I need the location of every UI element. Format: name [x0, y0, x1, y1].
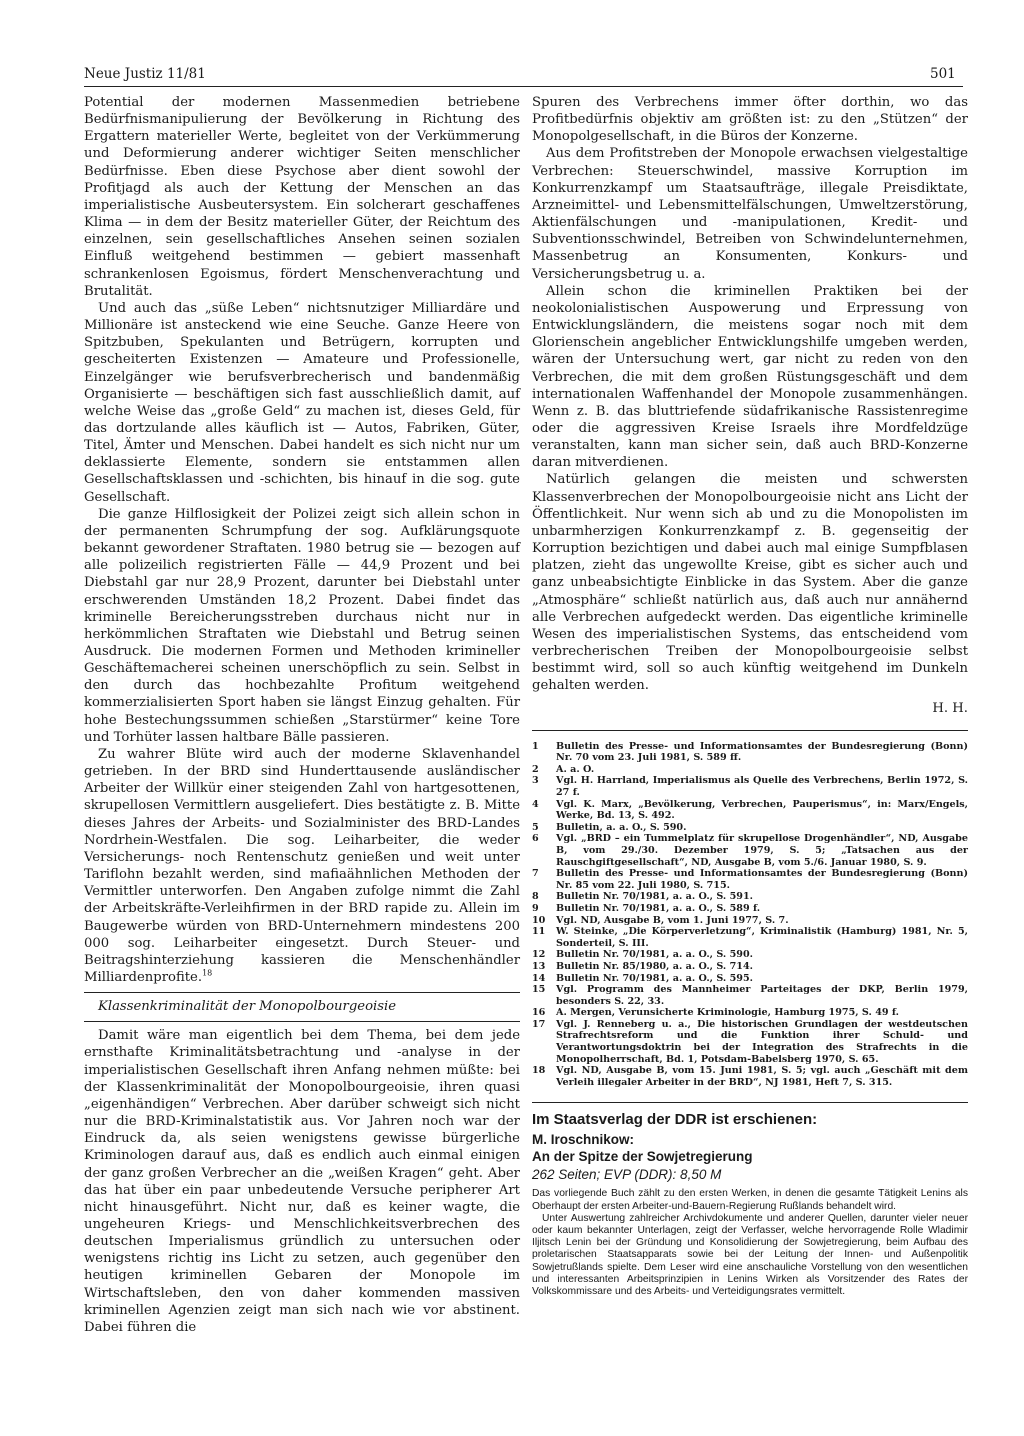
- footnote: [532, 903, 968, 915]
- ad-heading: Im Staatsverlag der DDR ist erschienen:: [532, 1111, 818, 1129]
- footnote: [532, 822, 968, 834]
- footnote: [532, 926, 968, 949]
- footnote: [532, 868, 968, 891]
- journal-header: Neue Justiz 11/81: [84, 66, 206, 82]
- footnote-text: Bulletin Nr. 70/1981, a. a. O., S. 590.: [556, 949, 753, 961]
- footnote: [532, 949, 968, 961]
- footnote-number: 5: [532, 821, 539, 833]
- footnote-number: 4: [532, 798, 539, 810]
- footnote-number: 2: [532, 763, 539, 775]
- footnote-number: 8: [532, 891, 539, 903]
- footnote-list: [532, 741, 968, 1089]
- author-signature: H. H.: [932, 701, 968, 717]
- footnote-text: Vgl. H. Harrland, Imperialismus als Quelle des Verbrechens, Berlin 1972, S. 27 f.: [556, 775, 968, 798]
- book-advertisement: [532, 1102, 968, 1298]
- section-rule-top: [84, 992, 520, 993]
- footnote-number: 12: [532, 949, 546, 961]
- body-paragraph: Damit wäre man eigentlich bei dem Thema, bei dem jede ernsthafte Kriminalitätsbetrachtung und -analyse in der imperialistischen Gesellschaft ihren Anfang nehmen müßte: bei der Klassenkriminalität der Monopolbourgeoisie, ihren quasi „eigenhändigen“ Verbrechen. Aber darüber schweigt sich nicht nur die BRD-Kriminalstatistik aus. Vor Jahren noch war der Eindruck da, als seien wenigstens gewisse bürgerliche Kriminologen darauf aus, daß es endlich auch einmal einigen der ganz großen Verbrecher an die „weißen Kragen“ geht. Aber das hat über ein paar unbedeutende Versuche peripherer Art nicht hinausgeführt. Nicht nur, daß es keiner wagte, die ungeheuren Kriegs- und Menschlichkeitsverbrechen des deutschen Imperialismus gründlich zu untersuchen oder wenigstens richtig ins Licht zu setzen, auch gegenüber den heutigen kriminellen Gebaren der Monopole im Wirtschaftsleben, den von daher kommenden massiven kriminellen Agenzien zeigt man sich nach wie vor abstinent. Dabei führen die: [84, 1028, 520, 1335]
- footnote-text: A. a. O.: [556, 763, 595, 775]
- body-paragraph: [84, 746, 520, 986]
- footnote-number: 14: [532, 972, 546, 984]
- footnote-text: Bulletin Nr. 70/1981, a. a. O., S. 595.: [556, 972, 753, 984]
- footnote-number: 17: [532, 1018, 546, 1030]
- footnote-text: Bulletin des Presse- und Informationsamtes der Bundesregierung (Bonn) Nr. 85 vom 22. Juli 1980, S. 715.: [556, 868, 968, 891]
- ad-description: [532, 1188, 968, 1298]
- footnote-text: Bulletin, a. a. O., S. 590.: [556, 821, 687, 833]
- ad-paragraph: Das vorliegende Buch zählt zu den ersten Werken, in denen die gesamte Tätigkeit Lenins als Oberhaupt der ersten Arbeiter-und-Bauern-Regierung Rußlands behandelt wird.: [532, 1188, 968, 1212]
- footnote-text: A. Mergen, Verunsicherte Kriminologie, Hamburg 1975, S. 49 f.: [556, 1007, 900, 1019]
- footnote: [532, 984, 968, 1007]
- section-rule-bottom: [84, 1021, 520, 1022]
- body-paragraph: Die ganze Hilflosigkeit der Polizei zeigt sich allein schon in der permanenten Schrumpfung der sog. Aufklärungsquote bekannt gewordener Straftaten. 1980 betrug sie — bezogen auf alle polizeilich registrierten Fälle — 44,9 Prozent und bei Diebstahl gar nur 28,9 Prozent, darunter bei Diebstahl unter erschwerenden Umständen 18,2 Prozent. Dabei findet das kriminelle Bereicherungsstreben durchaus nicht nur in herkömmlichen Straftaten wie Diebstahl und Betrug seinen Ausdruck. Die modernen Formen und Methoden krimineller Geschäftemacherei scheinen unerschöpflich zu sein. Selbst in den durch das hochbezahlte Profitum weitgehend kommerzialisierten Sport haben sie längst Einzug gehalten. Für hohe Bestechungssummen schießen „Starstürmer“ keine Tore und Torhüter lassen haltbare Bälle passieren.: [84, 506, 520, 745]
- body-paragraph: Potential der modernen Massenmedien betriebene Bedürfnismanipulierung der Bevölkerung in Richtung des Ergattern materieller Werte, begleitet von der Verkümmerung und Deformierung anderer wichtiger Seiten menschlicher Bedürfnisse. Eben diese Psychose aber dient sowohl der Profitjagd als auch der Kettung der Menschen an das imperialistische Ausbeutersystem. Ein solcherart geschaffenes Klima — in dem der Besitz materieller Güter, der Reichtum des einzelnen, sein gesellschaftliches Ansehen seinen sozialen Einfluß weitgehend bestimmen — gebiert massenhaft schrankenlosen Egoismus, fördert Menschenverachtung und Brutalität.: [84, 95, 520, 299]
- header-rule: [84, 86, 963, 87]
- body-paragraph: Natürlich gelangen die meisten und schwersten Klassenverbrechen der Monopolbourgeoisie nicht ans Licht der Öffentlichkeit. Nur wenn sich ab und zu die Monopolisten im unbarmherzigen Konkurrenzkampf z. B. gegenseitig der Korruption bezichtigen und dabei auch mal einige Sumpfblasen platzen, zieht das ungewollte Kreise, gibt es sicher auch und ganz unbeabsichtigte Einblicke in das System. Aber die ganze „Atmosphäre“ schließt natürlich aus, daß auch nur annähernd alle Verbrechen aufgedeckt werden. Das eigentliche kriminelle Wesen des imperialistischen Systems, das entscheidend vom verbrecherischen Treiben der Monopolbourgeoisie selbst bestimmt wird, soll so auch künftig weitgehend im Dunkeln gehalten werden.: [532, 472, 968, 694]
- footnote-number: 1: [532, 740, 539, 752]
- ad-price: 262 Seiten; EVP (DDR): 8,50 M: [532, 1167, 722, 1183]
- footnote-number: 16: [532, 1007, 546, 1019]
- footnote: [532, 915, 968, 927]
- footnote-number: 15: [532, 984, 546, 996]
- footnote-number: 10: [532, 914, 546, 926]
- footnote: [532, 1007, 968, 1019]
- footnote-number: 9: [532, 902, 539, 914]
- footnote-text: Bulletin Nr. 70/1981, a. a. O., S. 589 f.: [556, 902, 761, 914]
- footnote: [532, 891, 968, 903]
- footnote: [532, 799, 968, 822]
- footnote-text: Bulletin Nr. 70/1981, a. a. O., S. 591.: [556, 891, 753, 903]
- right-column: [532, 94, 968, 1298]
- body-paragraph: Aus dem Profitstreben der Monopole erwachsen vielgestaltige Verbrechen: Steuerschwindel, massive Korruption im Konkurrenzkampf um Staatsaufträge, illegale Preisdiktate, Arzneimittel- und Lebensmittelfälschungen, Umweltzerstörung, Aktienfälschungen und -manipulationen, Kredit- und Subventionsschwindel, Betreiben von Schwindelunternehmen, Massenbetrug an Konsumenten, Konkurs- und Versicherungsbetrug u. a.: [532, 146, 968, 282]
- footnote-number: 6: [532, 833, 539, 845]
- footnote: [532, 961, 968, 973]
- ad-author: M. Iroschnikow:: [532, 1132, 635, 1148]
- footnote-number: 18: [532, 1065, 546, 1077]
- footnote-number: 13: [532, 960, 546, 972]
- page-number: 501: [930, 66, 956, 82]
- footnote-text: Vgl. ND, Ausgabe B, vom 1. Juni 1977, S. 7.: [556, 914, 789, 926]
- ad-paragraph: Unter Auswertung zahlreicher Archivdokumente und anderer Quellen, darunter vieler neuer oder kaum bekannter Unterlagen, zeigt der Verfasser, welche hervorragende Rolle Wladimir Iljitsch Lenin bei der Gründung und Konsolidierung der Sowjetregierung, beim Aufbau des proletarischen Staatsapparats sowie bei der Leitung der Innen- und Außenpolitik Sowjetrußlands spielte. Dem Leser wird eine anschauliche Vorstellung von den wesentlichen und interessanten Arbeitsprinzipien in Lenins Wirken als Vorsitzender des Rates der Volkskommissare und des Arbeits- und Verteidigungsrates vermittelt.: [532, 1212, 968, 1298]
- footnote-ref: 18: [202, 968, 213, 978]
- footnote: [532, 973, 968, 985]
- footnote: [532, 1019, 968, 1065]
- footnote-text: Vgl. ND, Ausgabe B, vom 15. Juni 1981, S. 5; vgl. auch „Geschäft mit dem Verleih illegaler Arbeiter in der BRD“, NJ 1981, Heft 7, S. 315.: [556, 1065, 968, 1088]
- ad-rule: [532, 1102, 968, 1103]
- footnote-text: Vgl. „BRD – ein Tummelplatz für skrupellose Drogenhändler“, ND, Ausgabe B, vom 29./30. Dezember 1979, S. 5; „Tatsachen aus der Rauschgiftgesellschaft“, ND, Ausgabe B, vom 5./6. Januar 1980, S. 9.: [556, 833, 968, 868]
- ad-book-title: An der Spitze der Sowjetregierung: [532, 1149, 753, 1165]
- footnote-number: 3: [532, 775, 539, 787]
- left-column: [84, 94, 520, 1336]
- footnote-text: Bulletin Nr. 85/1980, a. a. O., S. 714.: [556, 960, 753, 972]
- footnote-rule: [532, 730, 968, 731]
- body-paragraph: Allein schon die kriminellen Praktiken bei der neokolonialistischen Auspowerung und Erpressung von Entwicklungsländern, die meistens sogar noch mit dem Glorienschein angeblicher Entwicklungshilfe umgeben werden, wären der Untersuchung wert, gar nicht zu reden von den Verbrechen, die mit dem großen Rüstungsgeschäft und dem internationalen Waffenhandel der Monopole zusammenhängen. Wenn z. B. das bluttriefende südafrikanische Rassistenregime oder die aggressiven Kreise Israels ihre Mordfeldzüge veranstalten, kann man sicher sein, daß auch BRD-Konzerne daran mitverdienen.: [532, 283, 968, 471]
- paragraph-text: Zu wahrer Blüte wird auch der moderne Sklavenhandel getrieben. In der BRD sind Hunderttausende ausländischer Arbeiter der Willkür einer steigenden Zahl von hartgesottenen, skrupellosen Vermittlern ausgeliefert. Dies bestätigte z. B. Mitte dieses Jahres der Arbeits- und Sozialminister des BRD-Landes Nordrhein-Westfalen. Die sog. Leiharbeiter, die weder Versicherungs- noch Rentenschutz genießen und weit unter Tariflohn bezahlt werden, sind mafiaähnlichen Methoden der Vermittler unterworfen. Den Angaben zufolge nimmt die Zahl der Arbeitskräfte-Verleihfirmen in der BRD rapide zu. Allein im Baugewerbe würden von BRD-Unternehmern mindestens 200 000 sog. Leiharbeiter eingesetzt. Durch Steuer- und Beitragshinterziehung kassieren die Menschenhändler Milliardenprofite.: [84, 746, 520, 985]
- footnote-number: 11: [532, 926, 546, 938]
- section-title: Klassenkriminalität der Monopolbourgeoisie: [98, 999, 397, 1015]
- body-paragraph: Spuren des Verbrechens immer öfter dorthin, wo das Profitbedürfnis objektiv am größten ist: zu den „Stützen“ der Monopolgesellschaft, in die Büros der Konzerne.: [532, 95, 968, 145]
- footnote-text: W. Steinke, „Die Körperverletzung“, Kriminalistik (Hamburg) 1981, Nr. 5, Sonderteil, S. III.: [556, 926, 968, 949]
- footnote: [532, 764, 968, 776]
- footnote-text: Vgl. Programm des Mannheimer Parteitages der DKP, Berlin 1979, besonders S. 22, 33.: [556, 984, 968, 1007]
- footnote: [532, 741, 968, 764]
- footnote-number: 7: [532, 868, 539, 880]
- footnote-text: Vgl. K. Marx, „Bevölkerung, Verbrechen, Pauperismus“, in: Marx/Engels, Werke, Bd. 13, S. 492.: [556, 798, 968, 822]
- footnote: [532, 833, 968, 868]
- footnote-text: Bulletin des Presse- und Informationsamtes der Bundesregierung (Bonn) Nr. 70 vom 23. Juli 1981, S. 589 ff.: [556, 740, 968, 764]
- body-paragraph: Und auch das „süße Leben“ nichtsnutziger Milliardäre und Millionäre ist ansteckend wie eine Seuche. Ganze Heere von Spitzbuben, Spekulanten und Betrügern, korrupten und gescheiterten Existenzen — Amateure und Professionelle, Einzelgänger wie berufsverbrecherisch und bandenmäßig Organisierte — beschäftigen sich fast ausschließlich damit, auf welche Weise das „große Geld“ zu machen ist, dieses Geld, für das dortzulande alles käuflich ist — Autos, Fabriken, Güter, Titel, Ämter und Menschen. Dabei handelt es sich nicht nur um deklassierte Elemente, sondern sie entstammen allen Gesellschaftsklassen und -schichten, bis hinauf in die sog. gute Gesellschaft.: [84, 300, 520, 505]
- footnote: [532, 775, 968, 798]
- footnote-text: Vgl. J. Renneberg u. a., Die historischen Grundlagen der westdeutschen Strafrechtsreform und die Funktion ihrer Schuld- und Verantwortungsdoktrin bei der Integration des Strafrechts in die Monopolherrschaft, Bd. 1, Potsdam-Babelsberg 1970, S. 65.: [556, 1018, 968, 1065]
- footnote: [532, 1065, 968, 1088]
